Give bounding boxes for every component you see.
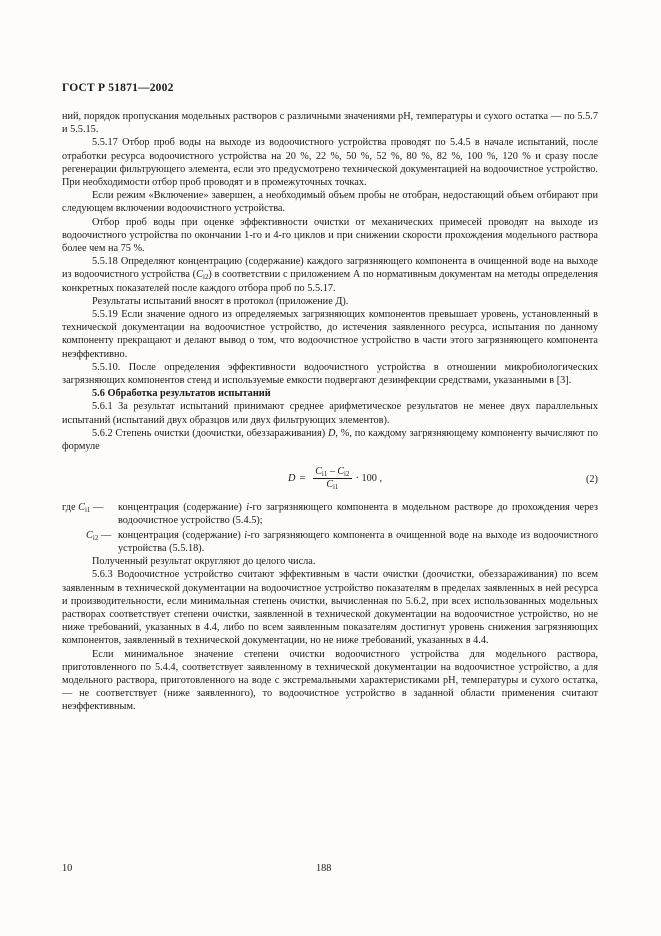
document-body xyxy=(62,110,598,714)
text-segment: ) в соответствии с приложением А по нормативным документам на методы определения конкретных показателей после каждого отбора проб по 5.5.17. xyxy=(62,269,598,294)
paragraph-5-5-18 xyxy=(62,255,598,295)
paragraph-mechanical-impurities: Отбор проб воды при оценке эффективности очистки от механических примесей проводят на выходе из водоочистного устройства по окончании 1-го и 4-го циклов и при снижении скорости прохождения модельного раствора более чем на 75 %. xyxy=(62,216,598,255)
definition-c-i1 xyxy=(62,501,598,527)
formula-expression xyxy=(288,466,382,491)
formula-multiplier: · 100 , xyxy=(355,473,383,485)
symbol-c: C xyxy=(86,529,93,541)
paragraph-minimum-value: Если минимальное значение степени очистки водоочистного устройства для модельного раствора, приготовленного по 5.4.4, соответствует заявленному в технической документации на водоочистное устройство, а для модельного раствора, приготовленного на воде с экстремальными характеристиками pH, температуры и сухого остатка, — не соответствует (ниже заявленного), то водоочистное устройство в заданной области применения считают неэффективным. xyxy=(62,648,598,713)
formula-block xyxy=(62,463,598,497)
definition-symbol xyxy=(62,529,118,555)
paragraph-5-5-10: 5.5.10. После определения эффективности водоочистного устройства в отношении микробиологических загрязняющих компонентов стенд и используемые емкости подвергают дезинфекции средствами, указанными в [3]. xyxy=(62,361,598,387)
definition-c-i2 xyxy=(62,529,598,555)
paragraph-5-5-17: 5.5.17 Отбор проб воды на выходе из водоочистного устройства проводят по 5.4.5 в начале испытаний, после отработки ресурса водоочистного устройства на 20 %, 22 %, 50 %, 52 %, 80 %, 82 %, 100 %, 120 % и сразу после регенерации фильтрующего элемента, если это предусмотрено технической документацией на водоочистное устройство. При необходимости отбор проб проводят и в промежуточных точках. xyxy=(62,137,598,189)
paragraph-5-6-1: 5.6.1 За результат испытаний принимают среднее арифметическое результатов не менее двух параллельных испытаний (испытаний двух образцов или двух фильтрующих элементов). xyxy=(62,401,598,426)
formula-numerator xyxy=(313,466,351,479)
paragraph-mode-enable: Если режим «Включение» завершен, а необходимый объем пробы не отобран, недостающий объем отбирают при следующем включении водоочистного устройства. xyxy=(62,190,598,215)
text-segment: концентрация (содержание) xyxy=(118,502,247,514)
subscript: i1 xyxy=(332,483,339,492)
definition-text xyxy=(118,501,598,527)
page-number-left: 10 xyxy=(62,863,73,874)
subscript: i2 xyxy=(92,533,99,542)
minus-sign: – xyxy=(327,466,338,478)
formula-equals: = xyxy=(299,473,306,485)
paragraph-continuation: ний, порядок пропускания модельных растворов с различными значениями pH, температуры и сухого остатка — по 5.5.7 и 5.5.15. xyxy=(62,111,598,136)
formula-fraction xyxy=(313,466,351,491)
paragraph-5-6-2 xyxy=(62,427,598,453)
text-segment: концентрация (содержание) xyxy=(118,529,245,541)
numerator-term-a: C xyxy=(315,466,322,478)
text-segment: 5.5.18 Определяют концентрацию (содержание) каждого загрязняющего компонента в очищенной воде на выходе из водоочистного устройства ( xyxy=(62,256,598,281)
formula-denominator xyxy=(324,479,340,491)
text-segment: 5.6.2 Степень очистки (доочистки, обеззараживания) xyxy=(92,427,328,439)
symbol-d: D xyxy=(327,427,336,439)
text-segment: -го загрязняющего компонента в очищенной воде на выходе из водоочистного устройства (5.5.18). xyxy=(118,529,598,554)
page-number-center: 188 xyxy=(316,863,332,874)
subscript: i2 xyxy=(344,470,350,479)
dash: — xyxy=(98,529,112,541)
where-word: где xyxy=(62,502,79,514)
text-segment: , %, по каждому загрязняющему компоненту вычисляют по формуле xyxy=(62,427,599,453)
paragraph-results-protocol: Результаты испытаний вносят в протокол (приложение Д). xyxy=(92,295,349,307)
formula-number: (2) xyxy=(585,474,598,486)
symbol-i: i xyxy=(244,529,248,541)
numerator-term-b: C xyxy=(337,466,345,478)
paragraph-5-6-3: 5.6.3 Водоочистное устройство считают эффективным в части очистки (доочистки, обеззараживания) по всем заявленным в технической документации на водоочистное устройство показателям в пределах заявленных в ней ресурса и производительности, если минимальная степень очистки, вычисленная по 5.6.2, при всех использованных модельных растворах соответствует степени очистки, заявленной в технической документации на водоочистное устройство, но не ниже требований, указанных в 4.4, либо по всем заявленным показателям достигнут уровень снижения загрязняющих компонентов, заявленный в технической документации, но не ниже требований, указанных в 4.4. xyxy=(62,569,598,647)
section-heading: 5.6 Обработка результатов испытаний xyxy=(92,388,271,400)
definition-symbol xyxy=(62,501,118,527)
subscript: i1 xyxy=(84,506,91,515)
document-header: ГОСТ Р 51871—2002 xyxy=(62,82,174,94)
symbol-c: C xyxy=(196,269,203,281)
symbol-i: i xyxy=(246,502,250,514)
paragraph-rounding: Полученный результат округляют до целого числа. xyxy=(92,556,316,568)
symbol-c: C xyxy=(78,502,85,514)
text-segment: -го загрязняющего компонента в модельном растворе до прохождения через водоочистное устройство (5.4.5); xyxy=(118,502,599,527)
dash: — xyxy=(90,502,104,514)
paragraph-5-5-19: 5.5.19 Если значение одного из определяемых загрязняющих компонентов превышает уровень, установленный в технической документации на водоочистное устройство, до истечения заявленного ресурса, испытания по данному компоненту прекращают и делают вывод о том, что водоочистное устройство в части этого загрязняющего компонента неэффективно. xyxy=(62,309,598,360)
subscript: i2 xyxy=(202,273,209,282)
formula-lhs: D xyxy=(288,473,296,485)
definition-text xyxy=(118,529,598,555)
denominator-term: C xyxy=(326,479,333,491)
subscript: i1 xyxy=(321,470,328,479)
